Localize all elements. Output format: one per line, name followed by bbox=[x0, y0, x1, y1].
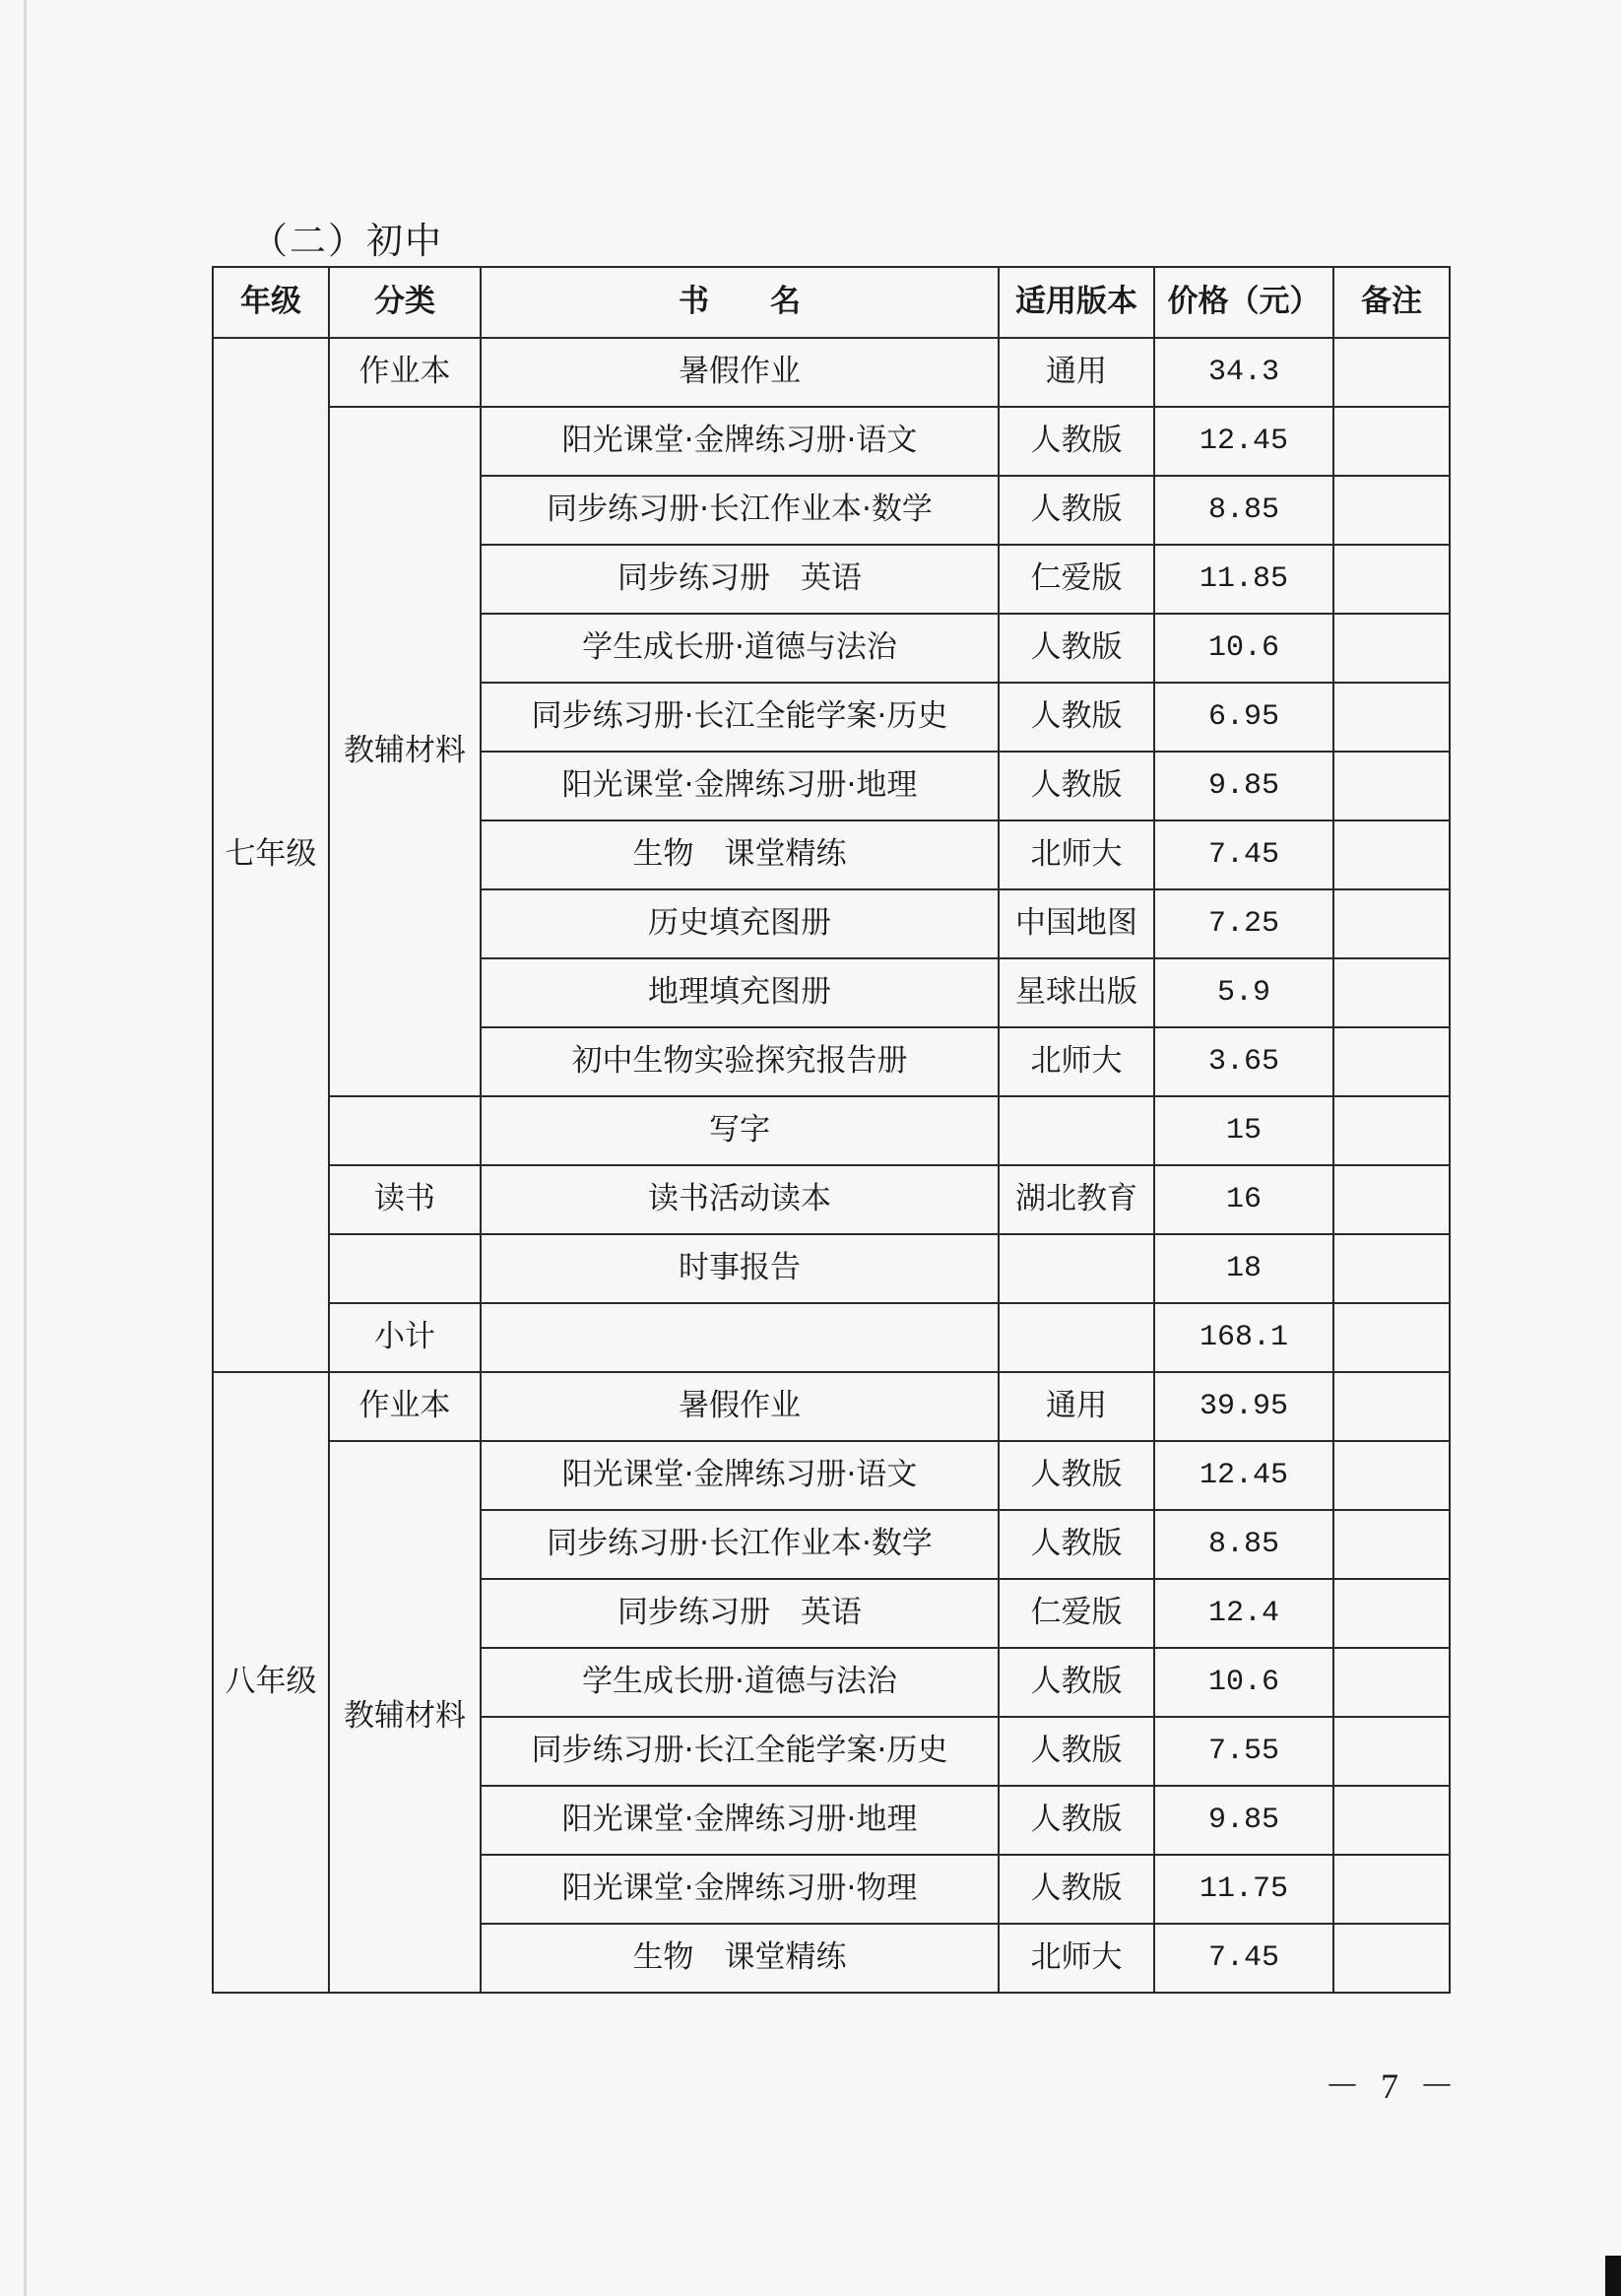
book-name-cell: 历史填充图册 bbox=[481, 889, 999, 958]
edition-cell: 人教版 bbox=[999, 407, 1154, 476]
remark-cell bbox=[1333, 683, 1450, 752]
remark-cell bbox=[1333, 1372, 1450, 1441]
page-number: － 7 － bbox=[1325, 2066, 1461, 2106]
table-row bbox=[213, 338, 1450, 407]
edition-cell: 人教版 bbox=[999, 1441, 1154, 1510]
book-name-cell: 暑假作业 bbox=[481, 338, 999, 407]
book-name-cell: 学生成长册·道德与法治 bbox=[481, 1648, 999, 1717]
price-cell: 12.45 bbox=[1154, 407, 1333, 476]
grade-cell: 八年级 bbox=[213, 1372, 329, 1993]
edition-cell: 人教版 bbox=[999, 1648, 1154, 1717]
price-cell: 7.45 bbox=[1154, 820, 1333, 889]
remark-cell bbox=[1333, 338, 1450, 407]
book-name-cell: 初中生物实验探究报告册 bbox=[481, 1027, 999, 1096]
book-name-cell: 同步练习册·长江作业本·数学 bbox=[481, 476, 999, 545]
header-grade: 年级 bbox=[213, 267, 329, 338]
price-cell: 15 bbox=[1154, 1096, 1333, 1165]
category-cell: 教辅材料 bbox=[329, 407, 481, 1096]
price-cell: 8.85 bbox=[1154, 1510, 1333, 1579]
grade-cell: 七年级 bbox=[213, 338, 329, 1372]
remark-cell bbox=[1333, 1441, 1450, 1510]
book-price-table bbox=[212, 266, 1451, 1994]
price-cell: 39.95 bbox=[1154, 1372, 1333, 1441]
book-name-cell: 同步练习册 英语 bbox=[481, 1579, 999, 1648]
remark-cell bbox=[1333, 476, 1450, 545]
header-remark: 备注 bbox=[1333, 267, 1450, 338]
scan-edge-mark bbox=[24, 0, 27, 2296]
book-name-cell: 同步练习册·长江全能学案·历史 bbox=[481, 1717, 999, 1786]
edition-cell bbox=[999, 1234, 1154, 1303]
remark-cell bbox=[1333, 614, 1450, 683]
remark-cell bbox=[1333, 1786, 1450, 1855]
book-name-cell bbox=[481, 1303, 999, 1372]
book-name-cell: 地理填充图册 bbox=[481, 958, 999, 1027]
price-cell: 7.55 bbox=[1154, 1717, 1333, 1786]
table-row bbox=[213, 1303, 1450, 1372]
price-cell: 3.65 bbox=[1154, 1027, 1333, 1096]
remark-cell bbox=[1333, 545, 1450, 614]
edition-cell: 人教版 bbox=[999, 1786, 1154, 1855]
remark-cell bbox=[1333, 1510, 1450, 1579]
header-price: 价格（元） bbox=[1154, 267, 1333, 338]
remark-cell bbox=[1333, 1165, 1450, 1234]
edition-cell: 中国地图 bbox=[999, 889, 1154, 958]
edition-cell: 人教版 bbox=[999, 752, 1154, 820]
price-cell: 6.95 bbox=[1154, 683, 1333, 752]
price-cell: 12.4 bbox=[1154, 1579, 1333, 1648]
remark-cell bbox=[1333, 1579, 1450, 1648]
edition-cell bbox=[999, 1303, 1154, 1372]
book-name-cell: 阳光课堂·金牌练习册·语文 bbox=[481, 407, 999, 476]
category-cell: 作业本 bbox=[329, 1372, 481, 1441]
edition-cell: 人教版 bbox=[999, 1855, 1154, 1924]
book-name-cell: 学生成长册·道德与法治 bbox=[481, 614, 999, 683]
header-edition: 适用版本 bbox=[999, 267, 1154, 338]
edition-cell: 星球出版 bbox=[999, 958, 1154, 1027]
price-cell: 10.6 bbox=[1154, 1648, 1333, 1717]
edition-cell: 人教版 bbox=[999, 614, 1154, 683]
remark-cell bbox=[1333, 1717, 1450, 1786]
edition-cell: 人教版 bbox=[999, 683, 1154, 752]
book-name-cell: 时事报告 bbox=[481, 1234, 999, 1303]
price-cell: 11.85 bbox=[1154, 545, 1333, 614]
remark-cell bbox=[1333, 1924, 1450, 1993]
remark-cell bbox=[1333, 1096, 1450, 1165]
remark-cell bbox=[1333, 407, 1450, 476]
remark-cell bbox=[1333, 1234, 1450, 1303]
table-row bbox=[213, 1372, 1450, 1441]
price-cell: 8.85 bbox=[1154, 476, 1333, 545]
price-cell: 10.6 bbox=[1154, 614, 1333, 683]
table-header-row bbox=[213, 267, 1450, 338]
edition-cell: 北师大 bbox=[999, 1924, 1154, 1993]
edition-cell: 北师大 bbox=[999, 820, 1154, 889]
table-row bbox=[213, 1441, 1450, 1510]
price-cell: 12.45 bbox=[1154, 1441, 1333, 1510]
table-row bbox=[213, 1096, 1450, 1165]
edition-cell: 仁爱版 bbox=[999, 1579, 1154, 1648]
book-name-cell: 生物 课堂精练 bbox=[481, 1924, 999, 1993]
edition-cell bbox=[999, 1096, 1154, 1165]
price-cell: 11.75 bbox=[1154, 1855, 1333, 1924]
remark-cell bbox=[1333, 1855, 1450, 1924]
book-name-cell: 同步练习册·长江作业本·数学 bbox=[481, 1510, 999, 1579]
book-name-cell: 同步练习册·长江全能学案·历史 bbox=[481, 683, 999, 752]
table-row bbox=[213, 1165, 1450, 1234]
category-cell bbox=[329, 1234, 481, 1303]
remark-cell bbox=[1333, 889, 1450, 958]
price-cell: 9.85 bbox=[1154, 1786, 1333, 1855]
book-name-cell: 暑假作业 bbox=[481, 1372, 999, 1441]
remark-cell bbox=[1333, 752, 1450, 820]
header-book-name: 书 名 bbox=[481, 267, 999, 338]
book-name-cell: 读书活动读本 bbox=[481, 1165, 999, 1234]
remark-cell bbox=[1333, 1027, 1450, 1096]
scan-corner-mark bbox=[1605, 2256, 1621, 2296]
subtotal-label-cell: 小计 bbox=[329, 1303, 481, 1372]
book-name-cell: 生物 课堂精练 bbox=[481, 820, 999, 889]
subtotal-price-cell: 168.1 bbox=[1154, 1303, 1333, 1372]
book-name-cell: 阳光课堂·金牌练习册·地理 bbox=[481, 752, 999, 820]
book-name-cell: 阳光课堂·金牌练习册·地理 bbox=[481, 1786, 999, 1855]
price-cell: 34.3 bbox=[1154, 338, 1333, 407]
category-cell: 读书 bbox=[329, 1165, 481, 1234]
category-cell bbox=[329, 1096, 481, 1165]
edition-cell: 仁爱版 bbox=[999, 545, 1154, 614]
remark-cell bbox=[1333, 958, 1450, 1027]
price-cell: 16 bbox=[1154, 1165, 1333, 1234]
edition-cell: 人教版 bbox=[999, 1717, 1154, 1786]
price-cell: 7.25 bbox=[1154, 889, 1333, 958]
price-cell: 18 bbox=[1154, 1234, 1333, 1303]
category-cell: 作业本 bbox=[329, 338, 481, 407]
edition-cell: 人教版 bbox=[999, 476, 1154, 545]
remark-cell bbox=[1333, 820, 1450, 889]
table-row bbox=[213, 1234, 1450, 1303]
book-name-cell: 阳光课堂·金牌练习册·物理 bbox=[481, 1855, 999, 1924]
edition-cell: 人教版 bbox=[999, 1510, 1154, 1579]
section-heading: （二）初中 bbox=[251, 220, 443, 262]
edition-cell: 湖北教育 bbox=[999, 1165, 1154, 1234]
price-cell: 9.85 bbox=[1154, 752, 1333, 820]
edition-cell: 通用 bbox=[999, 1372, 1154, 1441]
table-row bbox=[213, 407, 1450, 476]
book-name-cell: 阳光课堂·金牌练习册·语文 bbox=[481, 1441, 999, 1510]
edition-cell: 北师大 bbox=[999, 1027, 1154, 1096]
price-cell: 5.9 bbox=[1154, 958, 1333, 1027]
price-cell: 7.45 bbox=[1154, 1924, 1333, 1993]
header-category: 分类 bbox=[329, 267, 481, 338]
remark-cell bbox=[1333, 1303, 1450, 1372]
table-body bbox=[213, 338, 1450, 1993]
remark-cell bbox=[1333, 1648, 1450, 1717]
category-cell: 教辅材料 bbox=[329, 1441, 481, 1993]
book-name-cell: 写字 bbox=[481, 1096, 999, 1165]
book-name-cell: 同步练习册 英语 bbox=[481, 545, 999, 614]
edition-cell: 通用 bbox=[999, 338, 1154, 407]
